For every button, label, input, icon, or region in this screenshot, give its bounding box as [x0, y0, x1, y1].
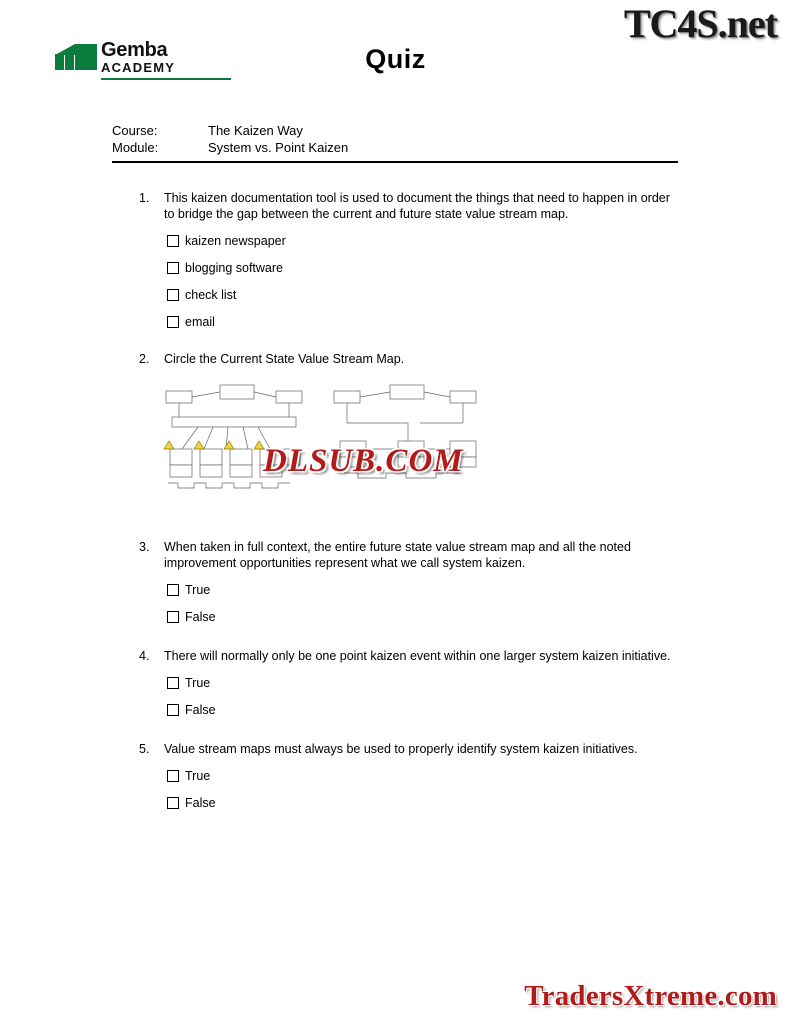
- checkbox-icon[interactable]: [167, 611, 179, 623]
- course-value: The Kaizen Way: [208, 123, 303, 138]
- checkbox-icon[interactable]: [167, 289, 179, 301]
- option-label: False: [185, 610, 216, 624]
- checkbox-icon[interactable]: [167, 677, 179, 689]
- module-row: [112, 139, 678, 156]
- checkbox-icon[interactable]: [167, 770, 179, 782]
- option-true[interactable]: [167, 769, 671, 783]
- top-watermark: TC4S.net: [623, 1, 777, 46]
- option-label: blogging software: [185, 261, 283, 275]
- checkbox-icon[interactable]: [167, 584, 179, 596]
- option-label: False: [185, 796, 216, 810]
- question-5-text: Value stream maps must always be used to properly identify system kaizen initiatives.: [164, 742, 638, 756]
- option-label: check list: [185, 288, 237, 302]
- option-kaizen-newspaper[interactable]: [167, 234, 671, 248]
- question-2-number: 2.: [139, 352, 150, 366]
- question-1: [0, 190, 791, 329]
- question-1-options: [140, 234, 671, 329]
- option-blogging-software[interactable]: [167, 261, 671, 275]
- checkbox-icon[interactable]: [167, 704, 179, 716]
- checkbox-icon[interactable]: [167, 316, 179, 328]
- option-false[interactable]: [167, 796, 671, 810]
- question-4-number: 4.: [139, 649, 150, 663]
- checkbox-icon[interactable]: [167, 797, 179, 809]
- logo-underline: [101, 78, 231, 80]
- option-label: kaizen newspaper: [185, 234, 286, 248]
- document-header: [0, 34, 791, 94]
- question-5: [0, 741, 791, 810]
- question-3-options: [140, 583, 671, 624]
- question-2: [0, 351, 791, 513]
- question-1-text: This kaizen documentation tool is used to document the things that need to happen in order to bridge the gap between the current and future state value stream map.: [164, 191, 670, 221]
- question-4: [0, 648, 791, 717]
- option-email[interactable]: [167, 315, 671, 329]
- module-label: Module:: [112, 140, 159, 155]
- option-check-list[interactable]: [167, 288, 671, 302]
- option-label: email: [185, 315, 215, 329]
- question-2-text: Circle the Current State Value Stream Map.: [164, 352, 405, 366]
- question-1-number: 1.: [139, 191, 150, 205]
- question-4-options: [140, 676, 671, 717]
- page-title: Quiz: [365, 44, 426, 74]
- module-value: System vs. Point Kaizen: [208, 140, 349, 155]
- checkbox-icon[interactable]: [167, 235, 179, 247]
- logo-primary-text: Gemba: [101, 39, 168, 61]
- question-3: [0, 539, 791, 624]
- question-5-options: [140, 769, 671, 810]
- course-meta: [112, 122, 678, 156]
- option-true[interactable]: [167, 676, 671, 690]
- option-false[interactable]: [167, 703, 671, 717]
- option-label: True: [185, 769, 211, 783]
- option-label: False: [185, 703, 216, 717]
- checkbox-icon[interactable]: [167, 262, 179, 274]
- question-5-number: 5.: [139, 742, 150, 756]
- value-stream-map-figure: [158, 383, 488, 513]
- option-false[interactable]: [167, 610, 671, 624]
- option-true[interactable]: [167, 583, 671, 597]
- option-label: True: [185, 676, 211, 690]
- option-label: True: [185, 583, 211, 597]
- question-3-text: When taken in full context, the entire future state value stream map and all the noted improvement opportunities represent what we call system kaizen.: [164, 540, 631, 570]
- course-label: Course:: [112, 123, 158, 138]
- header-divider: [112, 161, 678, 163]
- quiz-questions: [0, 190, 791, 823]
- figure-watermark: DLSUB.COM: [263, 443, 464, 479]
- course-row: [112, 122, 678, 139]
- question-3-number: 3.: [139, 540, 150, 554]
- question-4-text: There will normally only be one point kaizen event within one larger system kaizen initiative.: [164, 649, 671, 663]
- bottom-watermark: TradersXtreme.com: [524, 980, 777, 1012]
- logo-secondary-text: ACADEMY: [101, 60, 176, 75]
